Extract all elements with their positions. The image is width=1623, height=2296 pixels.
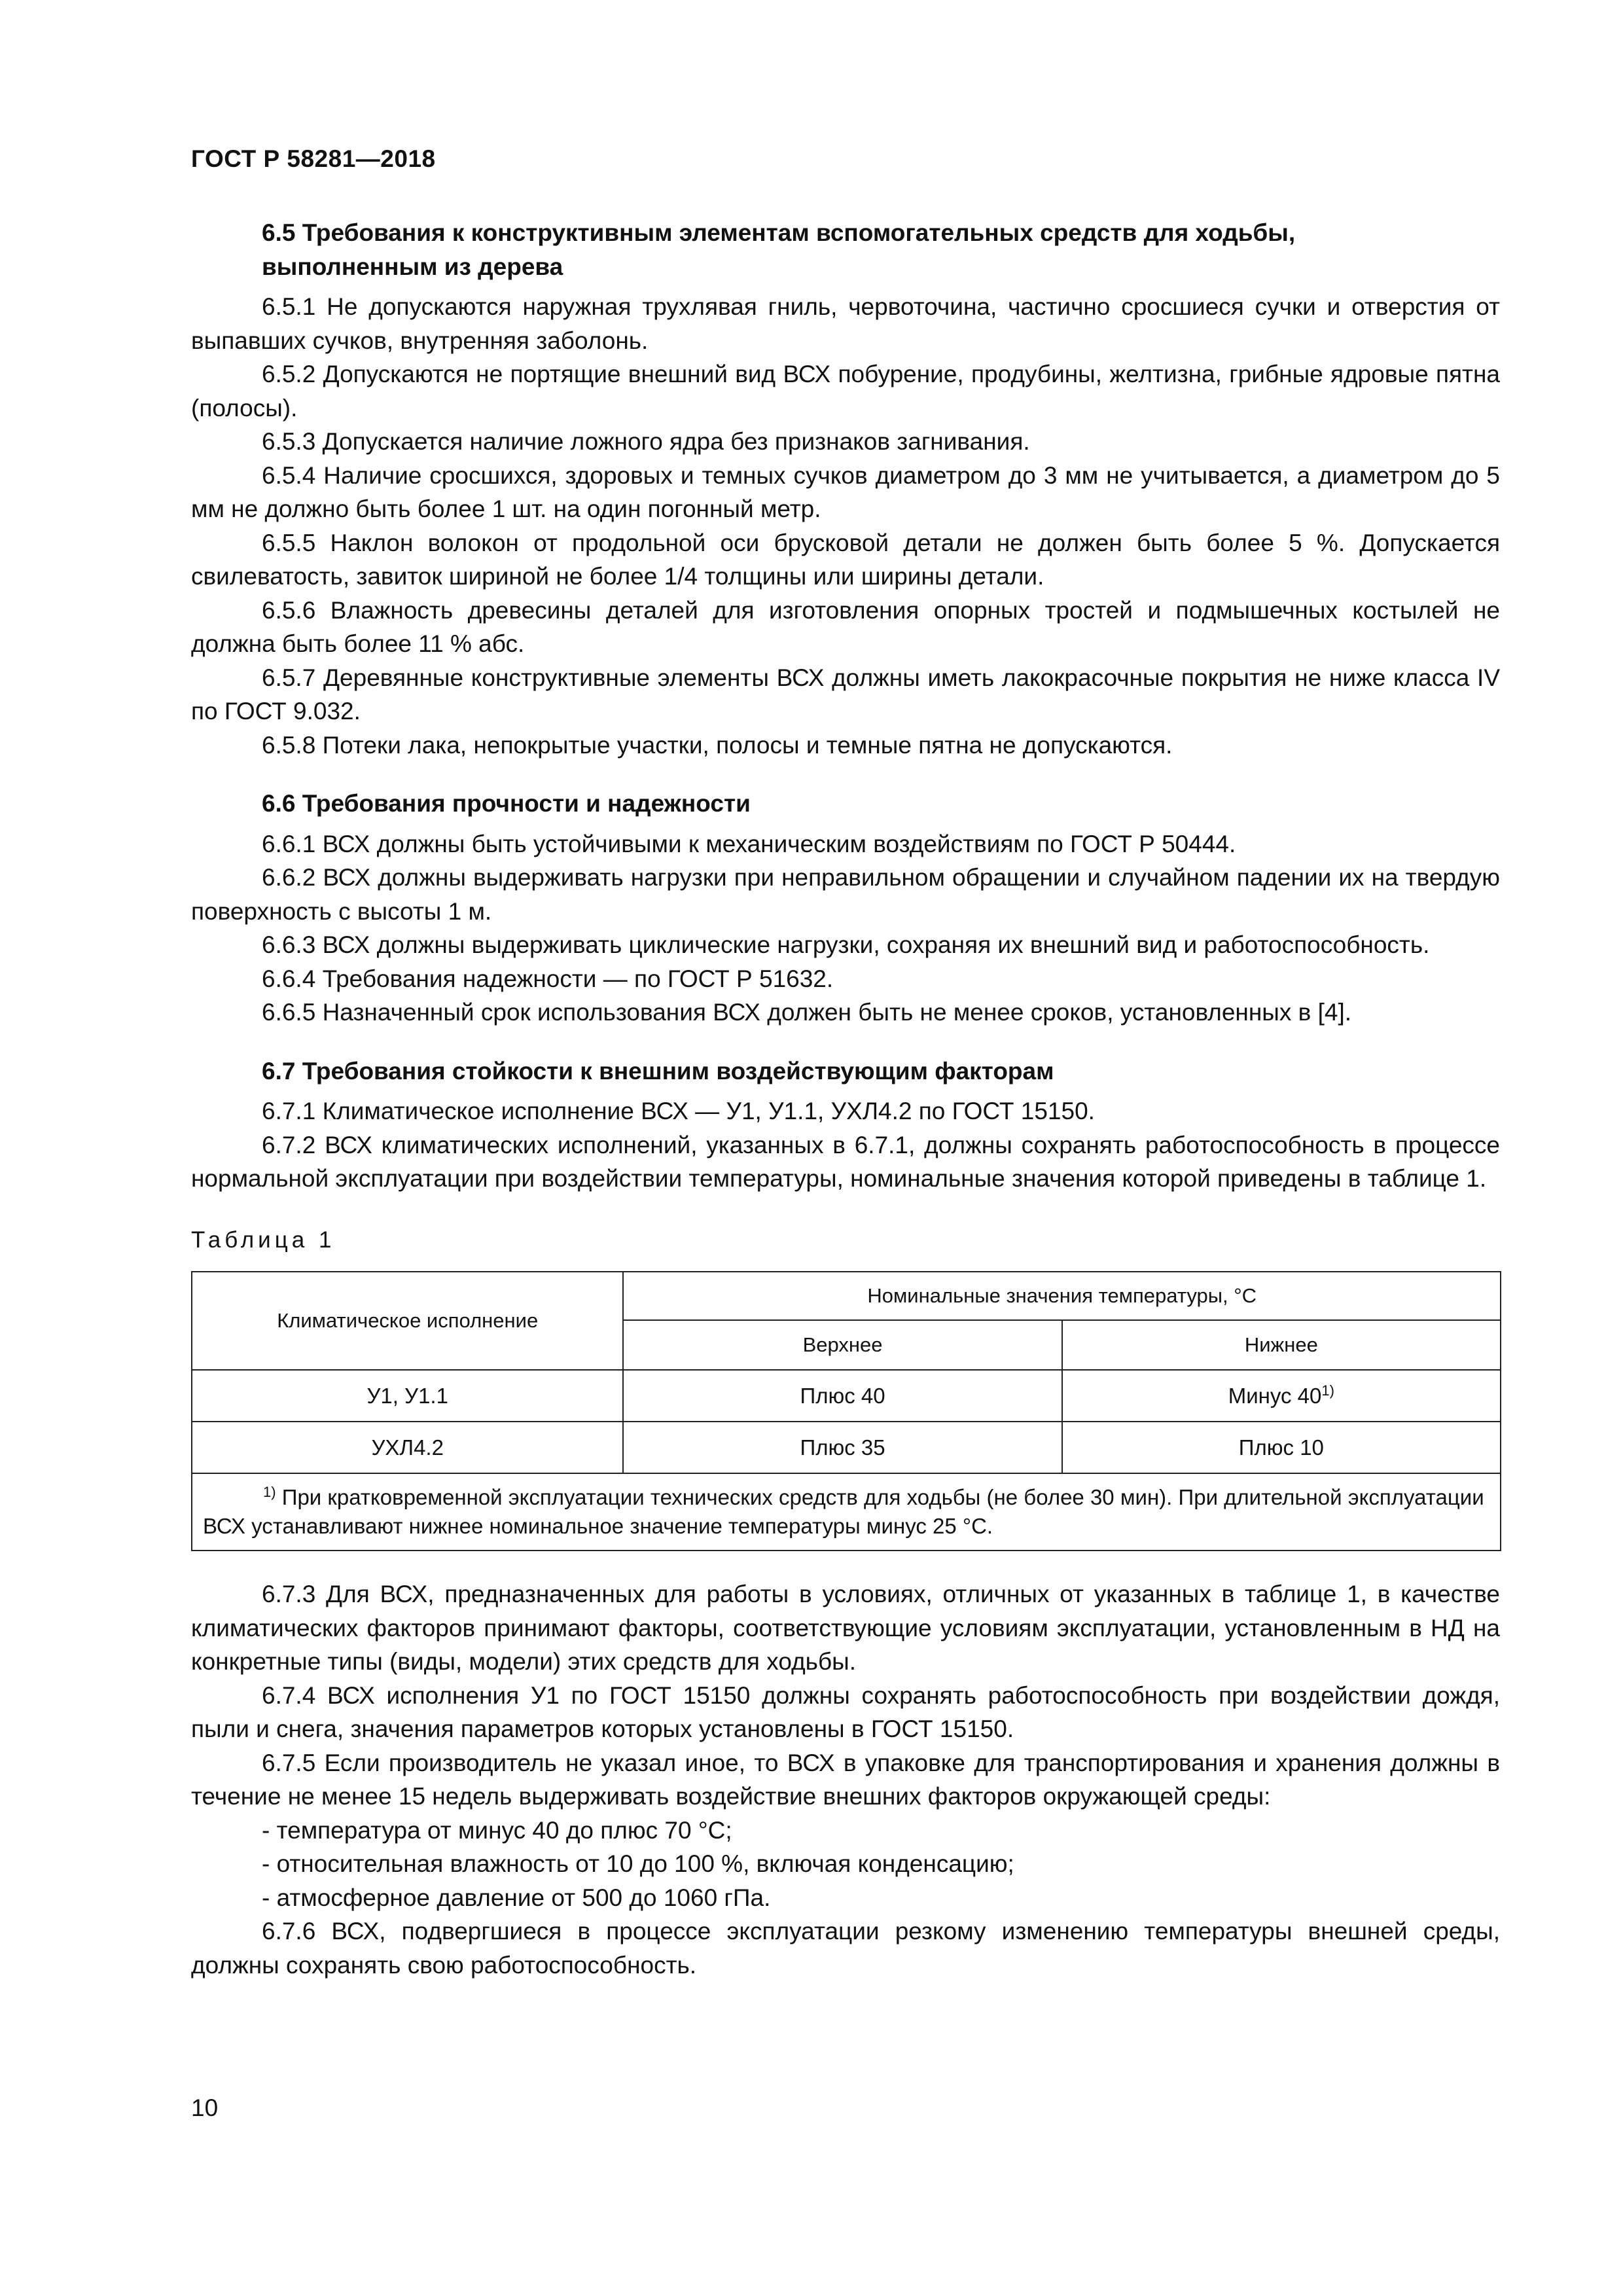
section-6-7-title: 6.7 Требования стойкости к внешним воздействующим факторам — [262, 1057, 1054, 1085]
section-6-5-title-line2: выполненным из дерева — [262, 253, 563, 280]
section-6-5-title — [191, 216, 1500, 283]
cell-lower: Плюс 10 — [1062, 1422, 1501, 1473]
paragraph-6-7-3: 6.7.3 Для ВСХ, предназначенных для работы в условиях, отличных от указанных в таблице 1, в качестве климатических факторов принимают факторы, соответствующие условиям эксплуатации, установленным в НД на конкретные типы (виды, модели) этих средств для ходьбы. — [191, 1581, 1500, 1675]
list-item-humidity: - относительная влажность от 10 до 100 %, включая конденсацию; — [262, 1850, 1014, 1877]
paragraph-6-6-3: 6.6.3 ВСХ должны выдерживать циклические нагрузки, сохраняя их внешний вид и работоспособность. — [262, 931, 1430, 958]
cell-climate: У1, У1.1 — [192, 1370, 623, 1422]
table-row — [192, 1370, 1501, 1422]
table-caption: Таблица 1 — [191, 1227, 336, 1253]
paragraph-6-5-5: 6.5.5 Наклон волокон от продольной оси брусковой детали не должен быть более 5 %. Допускается свилеватость, завиток шириной не более 1/4 толщины или ширины детали. — [191, 529, 1500, 590]
section-6-6-title: 6.6 Требования прочности и надежности — [262, 790, 751, 817]
paragraph-6-6-1: 6.6.1 ВСХ должны быть устойчивыми к механическим воздействиям по ГОСТ Р 50444. — [262, 830, 1236, 857]
paragraph-6-5-4: 6.5.4 Наличие сросшихся, здоровых и темных сучков диаметром до 3 мм не учитывается, а диаметром до 5 мм не должно быть более 1 шт. на один погонный метр. — [191, 461, 1500, 522]
temperature-table — [191, 1271, 1501, 1551]
page-number: 10 — [191, 2094, 219, 2121]
header-climate: Климатическое исполнение — [192, 1272, 623, 1370]
footnote-text: При кратковременной эксплуатации технических средств для ходьбы (не более 30 мин). При длительной эксплуатации ВСХ устанавливают нижнее номинальное значение температуры минус 25 °С. — [203, 1485, 1484, 1538]
paragraph-6-5-7: 6.5.7 Деревянные конструктивные элементы ВСХ должны иметь лакокрасочные покрытия не ниже класса IV по ГОСТ 9.032. — [191, 664, 1500, 725]
paragraph-6-5-6: 6.5.6 Влажность древесины деталей для изготовления опорных тростей и подмышечных костылей не должна быть более 11 % абс. — [191, 596, 1500, 657]
table-row — [192, 1422, 1501, 1473]
paragraph-6-5-1: 6.5.1 Не допускаются наружная трухлявая гниль, червоточина, частично сросшиеся сучки и отверстия от выпавших сучков, внутренняя заболонь. — [191, 293, 1500, 354]
paragraph-6-6-4: 6.6.4 Требования надежности — по ГОСТ Р 51632. — [262, 965, 834, 992]
document-header: ГОСТ Р 58281—2018 — [191, 145, 436, 172]
paragraph-6-5-8: 6.5.8 Потеки лака, непокрытые участки, полосы и темные пятна не допускаются. — [262, 731, 1173, 759]
header-lower: Нижнее — [1062, 1320, 1501, 1370]
paragraph-6-7-5: 6.7.5 Если производитель не указал иное, то ВСХ в упаковке для транспортирования и хранения должны в течение не менее 15 недель выдерживать воздействие внешних факторов окружающей среды: — [191, 1749, 1500, 1810]
paragraph-6-5-2: 6.5.2 Допускаются не портящие внешний вид ВСХ побурение, продубины, желтизна, грибные ядровые пятна (полосы). — [191, 361, 1500, 422]
paragraph-6-5-3: 6.5.3 Допускается наличие ложного ядра без признаков загнивания. — [262, 428, 1030, 455]
page-content — [191, 216, 1500, 1982]
list-item-temperature: - температура от минус 40 до плюс 70 °С; — [262, 1816, 732, 1844]
footnote-mark: 1) — [263, 1484, 276, 1500]
header-nominal: Номинальные значения температуры, °С — [623, 1272, 1501, 1320]
cell-upper: Плюс 40 — [623, 1370, 1061, 1422]
section-6-5-title-line1: 6.5 Требования к конструктивным элементам вспомогательных средств для ходьбы, — [262, 219, 1296, 246]
table-footnote — [192, 1473, 1501, 1551]
paragraph-6-7-6: 6.7.6 ВСХ, подвергшиеся в процессе эксплуатации резкому изменению температуры внешней среды, должны сохранять свою работоспособность. — [191, 1918, 1500, 1979]
cell-climate: УХЛ4.2 — [192, 1422, 623, 1473]
paragraph-6-7-2: 6.7.2 ВСХ климатических исполнений, указанных в 6.7.1, должны сохранять работоспособность в процессе нормальной эксплуатации при воздействии температуры, номинальные значения которой приведены в таблице 1. — [191, 1131, 1500, 1192]
list-item-pressure: - атмосферное давление от 500 до 1060 гПа. — [262, 1884, 771, 1911]
paragraph-6-6-5: 6.6.5 Назначенный срок использования ВСХ должен быть не менее сроков, установленных в [4]. — [262, 999, 1352, 1026]
paragraph-6-7-1: 6.7.1 Климатическое исполнение ВСХ — У1, У1.1, УХЛ4.2 по ГОСТ 15150. — [262, 1098, 1095, 1124]
cell-lower — [1062, 1370, 1501, 1422]
paragraph-6-6-2: 6.6.2 ВСХ должны выдерживать нагрузки при неправильном обращении и случайном падении их на твердую поверхность с высоты 1 м. — [191, 864, 1500, 925]
paragraph-6-7-4: 6.7.4 ВСХ исполнения У1 по ГОСТ 15150 должны сохранять работоспособность при воздействии дождя, пыли и снега, значения параметров которых установлены в ГОСТ 15150. — [191, 1681, 1500, 1742]
cell-lower-value: Минус 40 — [1228, 1383, 1322, 1408]
cell-upper: Плюс 35 — [623, 1422, 1061, 1473]
footnote-ref: 1) — [1321, 1382, 1334, 1399]
header-upper: Верхнее — [623, 1320, 1061, 1370]
